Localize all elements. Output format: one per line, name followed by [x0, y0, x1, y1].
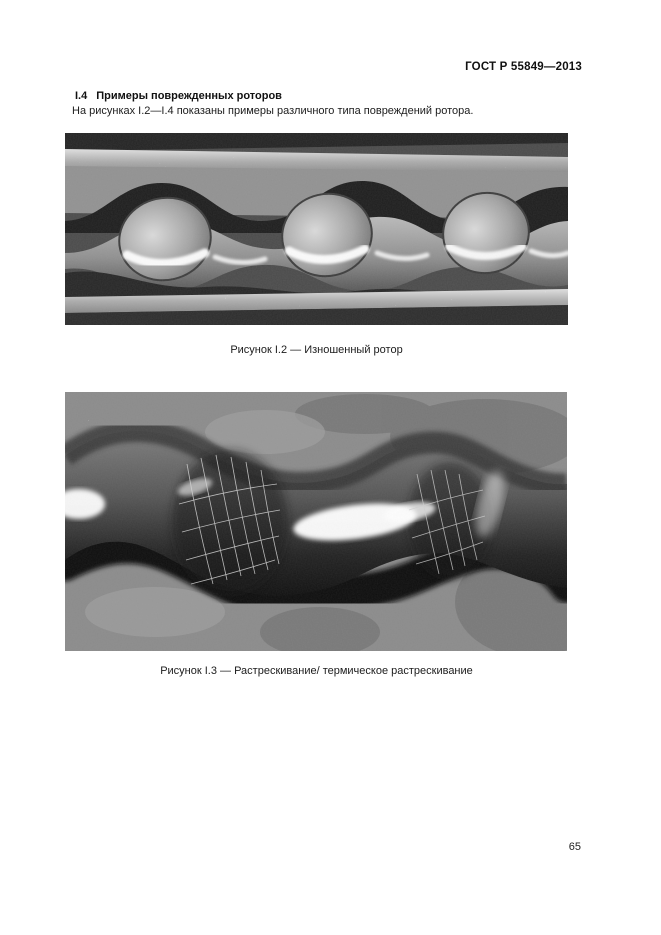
figure-I3	[65, 392, 567, 651]
page-number: 65	[568, 841, 581, 853]
cracked-rotor-photo	[65, 392, 567, 651]
section-title: Примеры поврежденных роторов	[96, 90, 282, 102]
figure-I2	[65, 133, 568, 325]
figure-I2-caption: Рисунок I.2 — Изношенный ротор	[230, 344, 403, 356]
section-intro-text: На рисунках I.2—I.4 показаны примеры различного типа повреждений ротора.	[72, 105, 474, 117]
worn-rotor-photo	[65, 133, 568, 325]
section-number: I.4	[75, 90, 88, 102]
section-heading	[75, 90, 282, 102]
figure-I3-caption: Рисунок I.3 — Растрескивание/ термическое растрескивание	[160, 665, 473, 677]
document-header: ГОСТ Р 55849—2013	[465, 61, 582, 73]
